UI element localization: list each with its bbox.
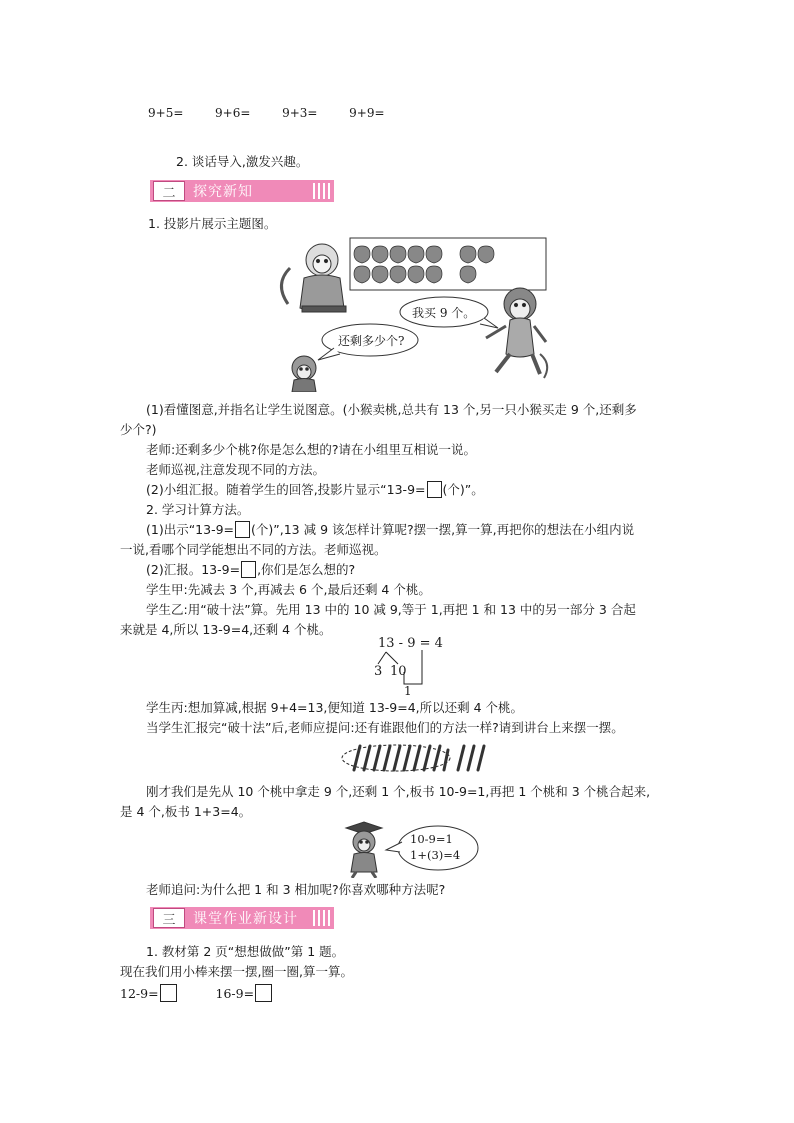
answer-box [241, 561, 256, 578]
para-8: 学生甲:先减去 3 个,再减去 6 个,最后还剩 4 个桃。 [146, 582, 431, 597]
para-14: 1. 教材第 2 页“想想做做”第 1 题。 [146, 944, 345, 959]
para-6c: 一说,看哪个同学能想出不同的方法。老师巡视。 [120, 542, 387, 557]
section-title: 探究新知 [193, 184, 253, 200]
para-4-text-b: (个)”。 [442, 482, 484, 497]
equation-3: 9+3= [282, 106, 318, 120]
para-9: 学生乙:用“破十法”算。先用 13 中的 10 减 9,等于 1,再把 1 和 13 中的另一部分 3 合起 [146, 602, 636, 617]
para-12: 刚才我们是先从 10 个桃中拿走 9 个,还剩 1 个,板书 10-9=1,再把 1 个桃和 3 个桃合起来, [146, 784, 651, 799]
buyer-monkey [486, 288, 547, 378]
para-9b: 来就是 4,所以 13-9=4,还剩 4 个桃。 [120, 622, 332, 637]
section-title: 课堂作业新设计 [193, 911, 298, 927]
stick-bundle [354, 746, 448, 770]
para-3: 老师巡视,注意发现不同的方法。 [146, 462, 325, 477]
para-2: 老师:还剩多少个桃?你是怎么想的?请在小组里互相说一说。 [146, 442, 476, 457]
breakdown-left: 3 [374, 664, 383, 679]
counting-sticks [340, 742, 490, 776]
board-line-2: 1+(3)=4 [410, 848, 461, 862]
banner-stripes [313, 910, 330, 926]
para-5: 2. 学习计算方法。 [146, 502, 250, 517]
exercise-row [120, 984, 273, 1004]
section-number: 二 [153, 181, 185, 201]
para-4 [146, 480, 484, 500]
graduate-monkey [346, 822, 382, 878]
answer-box [235, 521, 250, 538]
section-number: 三 [153, 908, 185, 928]
exercise-2-answer-box[interactable] [255, 984, 272, 1002]
breakdown-expression: 13 - 9 = 4 [378, 636, 443, 651]
stick-loose [458, 746, 484, 770]
para-1b: 少个?) [120, 422, 157, 437]
para-11: 当学生汇报完“破十法”后,老师应提问:还有谁跟他们的方法一样?请到讲台上来摆一摆。 [146, 720, 624, 735]
para-12b: 是 4 个,板书 1+3=4。 [120, 804, 252, 819]
breakdown-right: 10 [390, 664, 407, 679]
intro-line: 2. 谈话导入,激发兴趣。 [176, 154, 309, 169]
para-6-text-a: (1)出示“13-9= [146, 522, 235, 537]
item-projection: 1. 投影片展示主题图。 [148, 216, 277, 231]
exercise-1-answer-box[interactable] [160, 984, 177, 1002]
para-7-text-a: (2)汇报。13-9= [146, 562, 241, 577]
seller-monkey [281, 244, 346, 312]
para-7 [146, 560, 355, 580]
section-banner-homework [150, 907, 334, 929]
exercise-1: 12-9= [120, 986, 159, 1001]
banner-stripes [313, 183, 330, 199]
exercise-2: 16-9= [215, 986, 255, 1001]
speech-left: 还剩多少个? [338, 334, 405, 348]
speech-buy: 我买 9 个。 [412, 306, 476, 320]
para-1: (1)看懂图意,并指名让学生说图意。(小猴卖桃,总共有 13 个,另一只小猴买走 9 个,还剩多 [146, 402, 637, 417]
section-banner-explore [150, 180, 334, 202]
answer-box [427, 481, 442, 498]
board-line-1: 10-9=1 [410, 832, 453, 846]
theme-illustration [270, 234, 550, 392]
equation-4: 9+9= [349, 106, 385, 120]
para-13: 老师追问:为什么把 1 和 3 相加呢?你喜欢哪种方法呢? [146, 882, 446, 897]
para-10: 学生丙:想加算减,根据 9+4=13,便知道 13-9=4,所以还剩 4 个桃。 [146, 700, 524, 715]
equation-2: 9+6= [215, 106, 251, 120]
para-7-text-b: ,你们是怎么想的? [257, 562, 356, 577]
para-15: 现在我们用小棒来摆一摆,圈一圈,算一算。 [120, 964, 353, 979]
para-6 [146, 520, 634, 540]
breakdown-bottom: 1 [404, 684, 412, 698]
para-4-text-a: (2)小组汇报。随着学生的回答,投影片显示“13-9= [146, 482, 426, 497]
para-6-text-b: (个)”,13 减 9 该怎样计算呢?摆一摆,算一算,再把你的想法在小组内说 [251, 522, 635, 537]
equation-1: 9+5= [148, 106, 184, 120]
small-monkey [292, 356, 316, 392]
